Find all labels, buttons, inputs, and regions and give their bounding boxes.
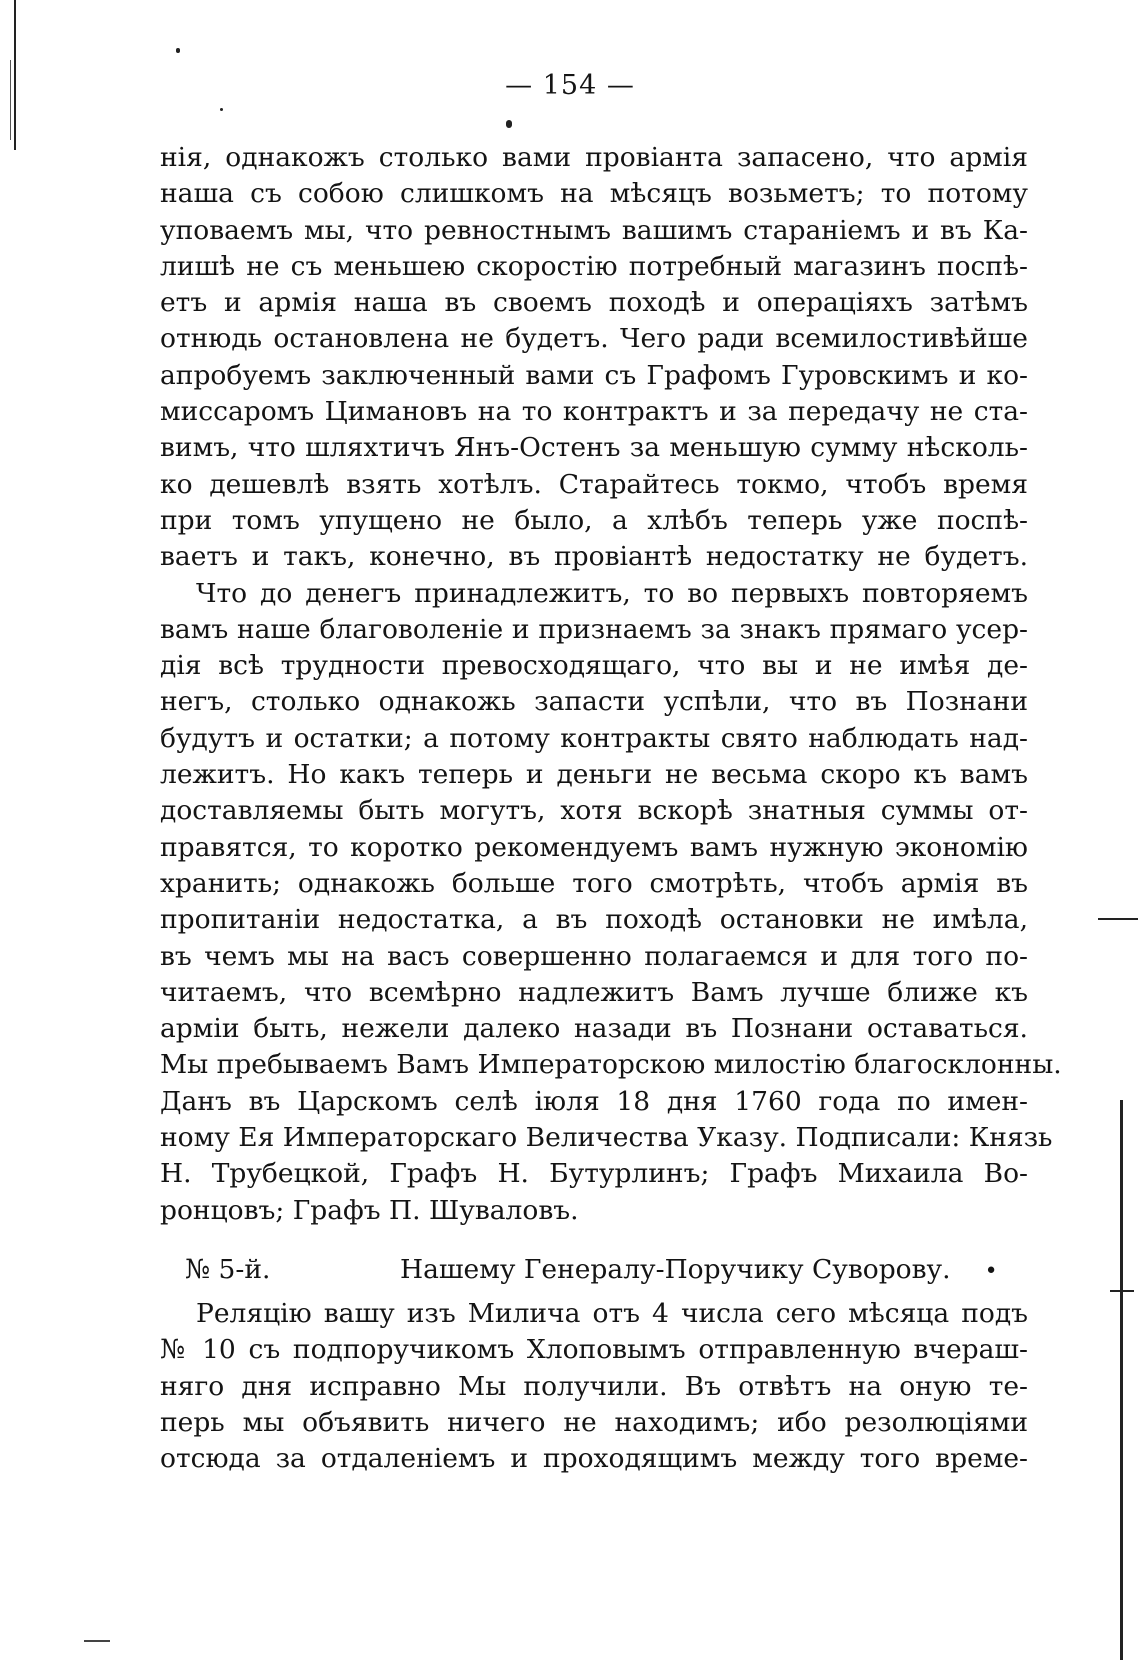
text-line: нія, однакожъ столько вами провіанта запасено, что армія [160,142,1028,173]
text-line: апробуемъ заключенный вами съ Графомъ Гуровскимъ и ко- [160,359,1028,391]
scan-speck [176,48,180,53]
scan-edge-mark [1120,1100,1123,1660]
document-addressee: Нашему Генералу-Поручику Суворову. [400,1254,951,1285]
scan-speck [506,120,512,128]
text-line: вимъ, что шляхтичъ Янъ-Остенъ за меньшую сумму нѣсколь- [160,432,1028,464]
text-line: дія всѣ трудности превосходящаго, что вы и не имѣя де- [160,650,1028,682]
text-line: правятся, то коротко рекомендуемъ вамъ нужную экономію [160,831,1028,863]
text-line: негъ, столько однакожь запасти успѣли, что въ Познани [160,686,1028,718]
text-line: етъ и армія наша въ своемъ походѣ и операціяхъ затѣмъ [160,287,1028,319]
paragraph-relation [160,1296,1028,1477]
text-line: лишѣ не съ меньшею скоростію потребный магазинъ поспѣ- [160,250,1028,282]
text-line: отнюдь остановлена не будетъ. Чего ради всемилостивѣйше [160,323,1028,355]
text-line: доставляемы быть могутъ, хотя вскорѣ знатныя суммы от- [160,795,1028,827]
text-line: лежитъ. Но какъ теперь и деньги не весьма скоро къ вамъ [160,759,1028,791]
text-line: ко дешевлѣ взять хотѣлъ. Старайтесь токмо, чтобъ время [160,468,1028,500]
document-number: № 5-й. [185,1254,271,1285]
text-line: миссаромъ Цимановъ на то контрактъ и за передачу не ста- [160,396,1028,428]
scan-edge-mark [1098,918,1138,920]
text-line: читаемъ, что всемѣрно надлежитъ Вамъ лучше ближе къ [160,976,1028,1008]
body-text-bottom [160,1296,1028,1477]
text-line: № 10 съ подпоручикомъ Хлоповымъ отправленную вчераш- [160,1334,1028,1366]
text-line: няго дня исправно Мы получили. Въ отвѣтъ на оную те- [160,1370,1028,1402]
scan-edge-mark [1110,1290,1134,1292]
text-line: арміи быть, нежели далеко назади въ Познани оставаться. [160,1013,1028,1045]
page-number: — 154 — [505,70,635,101]
text-line: пропитаніи недостатка, а въ походѣ остановки не имѣла, [160,904,1028,936]
paragraph-money [160,576,1062,1229]
body-text-top [160,140,1062,1229]
scan-edge-mark [84,1640,110,1642]
text-line: ному Ея Императорскаго Величества Указу. Подписали: Князь [160,1122,1053,1154]
text-line: Данъ въ Царскомъ селѣ іюля 18 дня 1760 года по имен- [160,1085,1028,1117]
text-line: при томъ упущено не было, а хлѣбъ теперь уже поспѣ- [160,504,1028,536]
heading-mark: • [984,1259,998,1284]
text-line: перь мы объявить ничего не находимъ; ибо резолюціями [160,1406,1028,1438]
text-line: ронцовъ; Графъ П. Шуваловъ. [160,1194,579,1226]
scan-speck [220,108,223,111]
text-line: Что до денегъ принадлежитъ, то во первыхъ повторяемъ [196,577,1028,609]
text-line: уповаемъ мы, что ревностнымъ вашимъ стараніемъ и въ Ка- [160,214,1028,246]
text-line: Н. Трубецкой, Графъ Н. Бутурлинъ; Графъ Михаила Во- [160,1158,1028,1190]
text-line: Мы пребываемъ Вамъ Императорскою милостію благосклонны. [160,1049,1062,1081]
document-heading [185,1252,998,1290]
text-line: вамъ наше благоволеніе и признаемъ за знакъ прямаго усер- [160,613,1028,645]
text-line: хранить; однакожь больше того смотрѣть, чтобъ армія въ [160,867,1028,899]
text-line: ваетъ и такъ, конечно, въ провіантѣ недостатку не будетъ. [160,541,1028,573]
text-line: отсюда за отдаленіемъ и проходящимъ между того време- [160,1443,1028,1475]
text-line: будутъ и остатки; а потому контракты свято наблюдать над- [160,722,1028,754]
text-line: въ чемъ мы на васъ совершенно полагаемся и для того по- [160,940,1028,972]
text-line: Реляцію вашу изъ Милича отъ 4 числа сего мѣсяца подъ [196,1298,1028,1329]
paragraph-continued [160,140,1028,576]
text-line: наша съ собою слишкомъ на мѣсяцъ возьметъ; то потому [160,178,1028,210]
